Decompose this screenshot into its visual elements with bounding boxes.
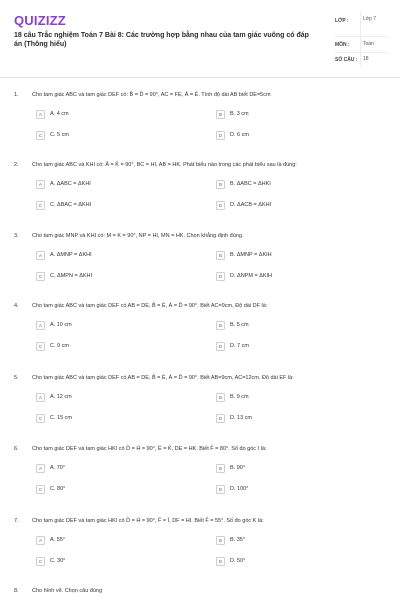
option-text: D. 13 cm [230, 415, 253, 421]
question-number: 2. [14, 162, 19, 168]
option-letter-box: A [36, 321, 45, 330]
option-letter-box: C [36, 131, 45, 140]
option-a[interactable] [36, 109, 69, 119]
class-value: Lớp 7 [363, 16, 377, 22]
option-text: C. 5 cm [50, 132, 69, 138]
question-text: Cho tam giác ABC và KHI có: Â = K̂ = 90°, BC = HI, AB = HK. Phát biểu nào trong các phát biểu sau là đúng: [32, 162, 297, 168]
question-text: Cho tam giác ABC và tam giác DEF có AB = DE, B̂ = Ê, Â = D̂ = 90°. Biết AC=9cm, Độ dài DF là: [32, 303, 268, 309]
option-a[interactable] [36, 535, 65, 545]
option-text: B. ΔMNP = ΔKIH [230, 252, 272, 258]
option-letter-box: A [36, 110, 45, 119]
option-letter-box: D [216, 272, 225, 281]
option-a[interactable] [36, 392, 72, 402]
option-letter-box: A [36, 536, 45, 545]
option-c[interactable] [36, 130, 69, 140]
option-letter-box: C [36, 557, 45, 566]
option-d[interactable] [216, 130, 249, 140]
option-text: B. 9 cm [230, 394, 249, 400]
option-text: B. 35° [230, 537, 246, 543]
option-text: D. 100° [230, 486, 249, 492]
question-text: Cho tam giác DEF và tam giác HKI có D̂ = Ĥ = 90°, Ê = K̂, DE = HK. Biết F̂ = 80°. Số đo góc I là: [32, 446, 267, 452]
option-letter-box: B [216, 536, 225, 545]
option-letter-box: D [216, 342, 225, 351]
option-text: C. 9 cm [50, 343, 69, 349]
worksheet-header [0, 0, 400, 78]
option-letter-box: D [216, 414, 225, 423]
option-b[interactable] [216, 109, 249, 119]
question-text: Cho tam giác DEF và tam giác HKI có D̂ = Ĥ = 90°, F̂ = Î, DF = HI. Biết F̂ = 55°. Số đo góc K là: [32, 518, 264, 524]
option-a[interactable] [36, 250, 92, 260]
option-text: C. 15 cm [50, 415, 73, 421]
option-letter-box: A [36, 464, 45, 473]
option-text: A. ΔMNP = ΔKHI [50, 252, 92, 258]
option-c[interactable] [36, 413, 72, 423]
option-letter-box: A [36, 251, 45, 260]
option-c[interactable] [36, 556, 65, 566]
option-b[interactable] [216, 320, 249, 330]
option-d[interactable] [216, 556, 245, 566]
option-letter-box: C [36, 342, 45, 351]
option-c[interactable] [36, 200, 91, 210]
option-letter-box: B [216, 251, 225, 260]
option-letter-box: D [216, 485, 225, 494]
option-letter-box: C [36, 272, 45, 281]
option-d[interactable] [216, 271, 272, 281]
question-number: 1. [14, 92, 19, 98]
option-text: A. ΔABC = ΔKHI [50, 181, 91, 187]
option-text: A. 70° [50, 465, 66, 471]
option-c[interactable] [36, 484, 65, 494]
option-letter-box: B [216, 180, 225, 189]
option-text: D. 7 cm [230, 343, 249, 349]
option-b[interactable] [216, 250, 272, 260]
meta-divider [360, 12, 361, 67]
option-text: D. 6 cm [230, 132, 249, 138]
option-text: C. 80° [50, 486, 66, 492]
option-c[interactable] [36, 271, 92, 281]
option-letter-box: A [36, 180, 45, 189]
option-letter-box: B [216, 321, 225, 330]
option-text: A. 4 cm [50, 111, 69, 117]
option-text: D. ΔNPM = ΔKIH [230, 273, 273, 279]
question-number: 3. [14, 233, 19, 239]
question-number: 8. [14, 588, 19, 594]
option-letter-box: A [36, 393, 45, 402]
option-letter-box: B [216, 393, 225, 402]
option-d[interactable] [216, 413, 252, 423]
option-letter-box: B [216, 464, 225, 473]
meta-divider [335, 52, 388, 53]
option-b[interactable] [216, 535, 245, 545]
option-b[interactable] [216, 392, 249, 402]
question-number: 4. [14, 303, 19, 309]
option-text: D. ΔACB = ΔKHI [230, 202, 272, 208]
class-label: LỚP : [335, 18, 349, 24]
option-text: B. 90° [230, 465, 246, 471]
option-letter-box: B [216, 110, 225, 119]
option-a[interactable] [36, 179, 91, 189]
quizizz-logo: QUIZIZZ [14, 13, 66, 28]
subject-value: Toán [363, 41, 374, 47]
option-text: C. ΔMPN = ΔKHI [50, 273, 93, 279]
question-text: Cho tam giác ABC và tam giác DEF có AB = DE, B̂ = Ê, Â = D̂ = 90°. Biết AB=9cm, AC=12cm. Độ dài EF là: [32, 375, 294, 381]
option-d[interactable] [216, 200, 271, 210]
option-letter-box: D [216, 201, 225, 210]
option-d[interactable] [216, 484, 248, 494]
option-letter-box: D [216, 131, 225, 140]
subject-label: MÔN : [335, 42, 350, 48]
option-a[interactable] [36, 320, 72, 330]
option-d[interactable] [216, 341, 249, 351]
option-a[interactable] [36, 463, 65, 473]
option-c[interactable] [36, 341, 69, 351]
option-text: A. 12 cm [50, 394, 72, 400]
option-letter-box: C [36, 201, 45, 210]
option-text: B. ΔABC = ΔHKI [230, 181, 271, 187]
option-letter-box: D [216, 557, 225, 566]
question-count-value: 18 [363, 56, 369, 62]
question-text: Cho tam giác ABC và tam giác DEF có: B̂ = D̂ = 90°, AC = FE, Â = Ê. Tính độ dài AB biết DE=5cm [32, 92, 271, 98]
question-number: 7. [14, 518, 19, 524]
option-text: B. 5 cm [230, 322, 249, 328]
option-text: A. 55° [50, 537, 66, 543]
option-letter-box: C [36, 485, 45, 494]
option-letter-box: C [36, 414, 45, 423]
option-text: D. 50° [230, 558, 246, 564]
question-text: Cho hình vẽ. Chọn câu đúng [32, 588, 103, 594]
option-text: A. 10 cm [50, 322, 72, 328]
option-b[interactable] [216, 179, 271, 189]
question-number: 6. [14, 446, 19, 452]
meta-divider [335, 36, 388, 37]
question-number: 5. [14, 375, 19, 381]
option-text: B. 3 cm [230, 111, 249, 117]
worksheet-title: 18 câu Trắc nghiệm Toán 7 Bài 8: Các trường hợp bằng nhau của tam giác vuông có đáp án (Thông hiểu) [14, 32, 309, 48]
question-count-label: SỐ CÂU : [335, 57, 358, 63]
option-text: C. 30° [50, 558, 66, 564]
option-text: C. ΔBAC = ΔKHI [50, 202, 92, 208]
question-text: Cho tam giác MNP và KHI có: M = K = 90°, NP = HI, MN = HK. Chọn khẳng định đúng. [32, 233, 244, 239]
option-b[interactable] [216, 463, 245, 473]
